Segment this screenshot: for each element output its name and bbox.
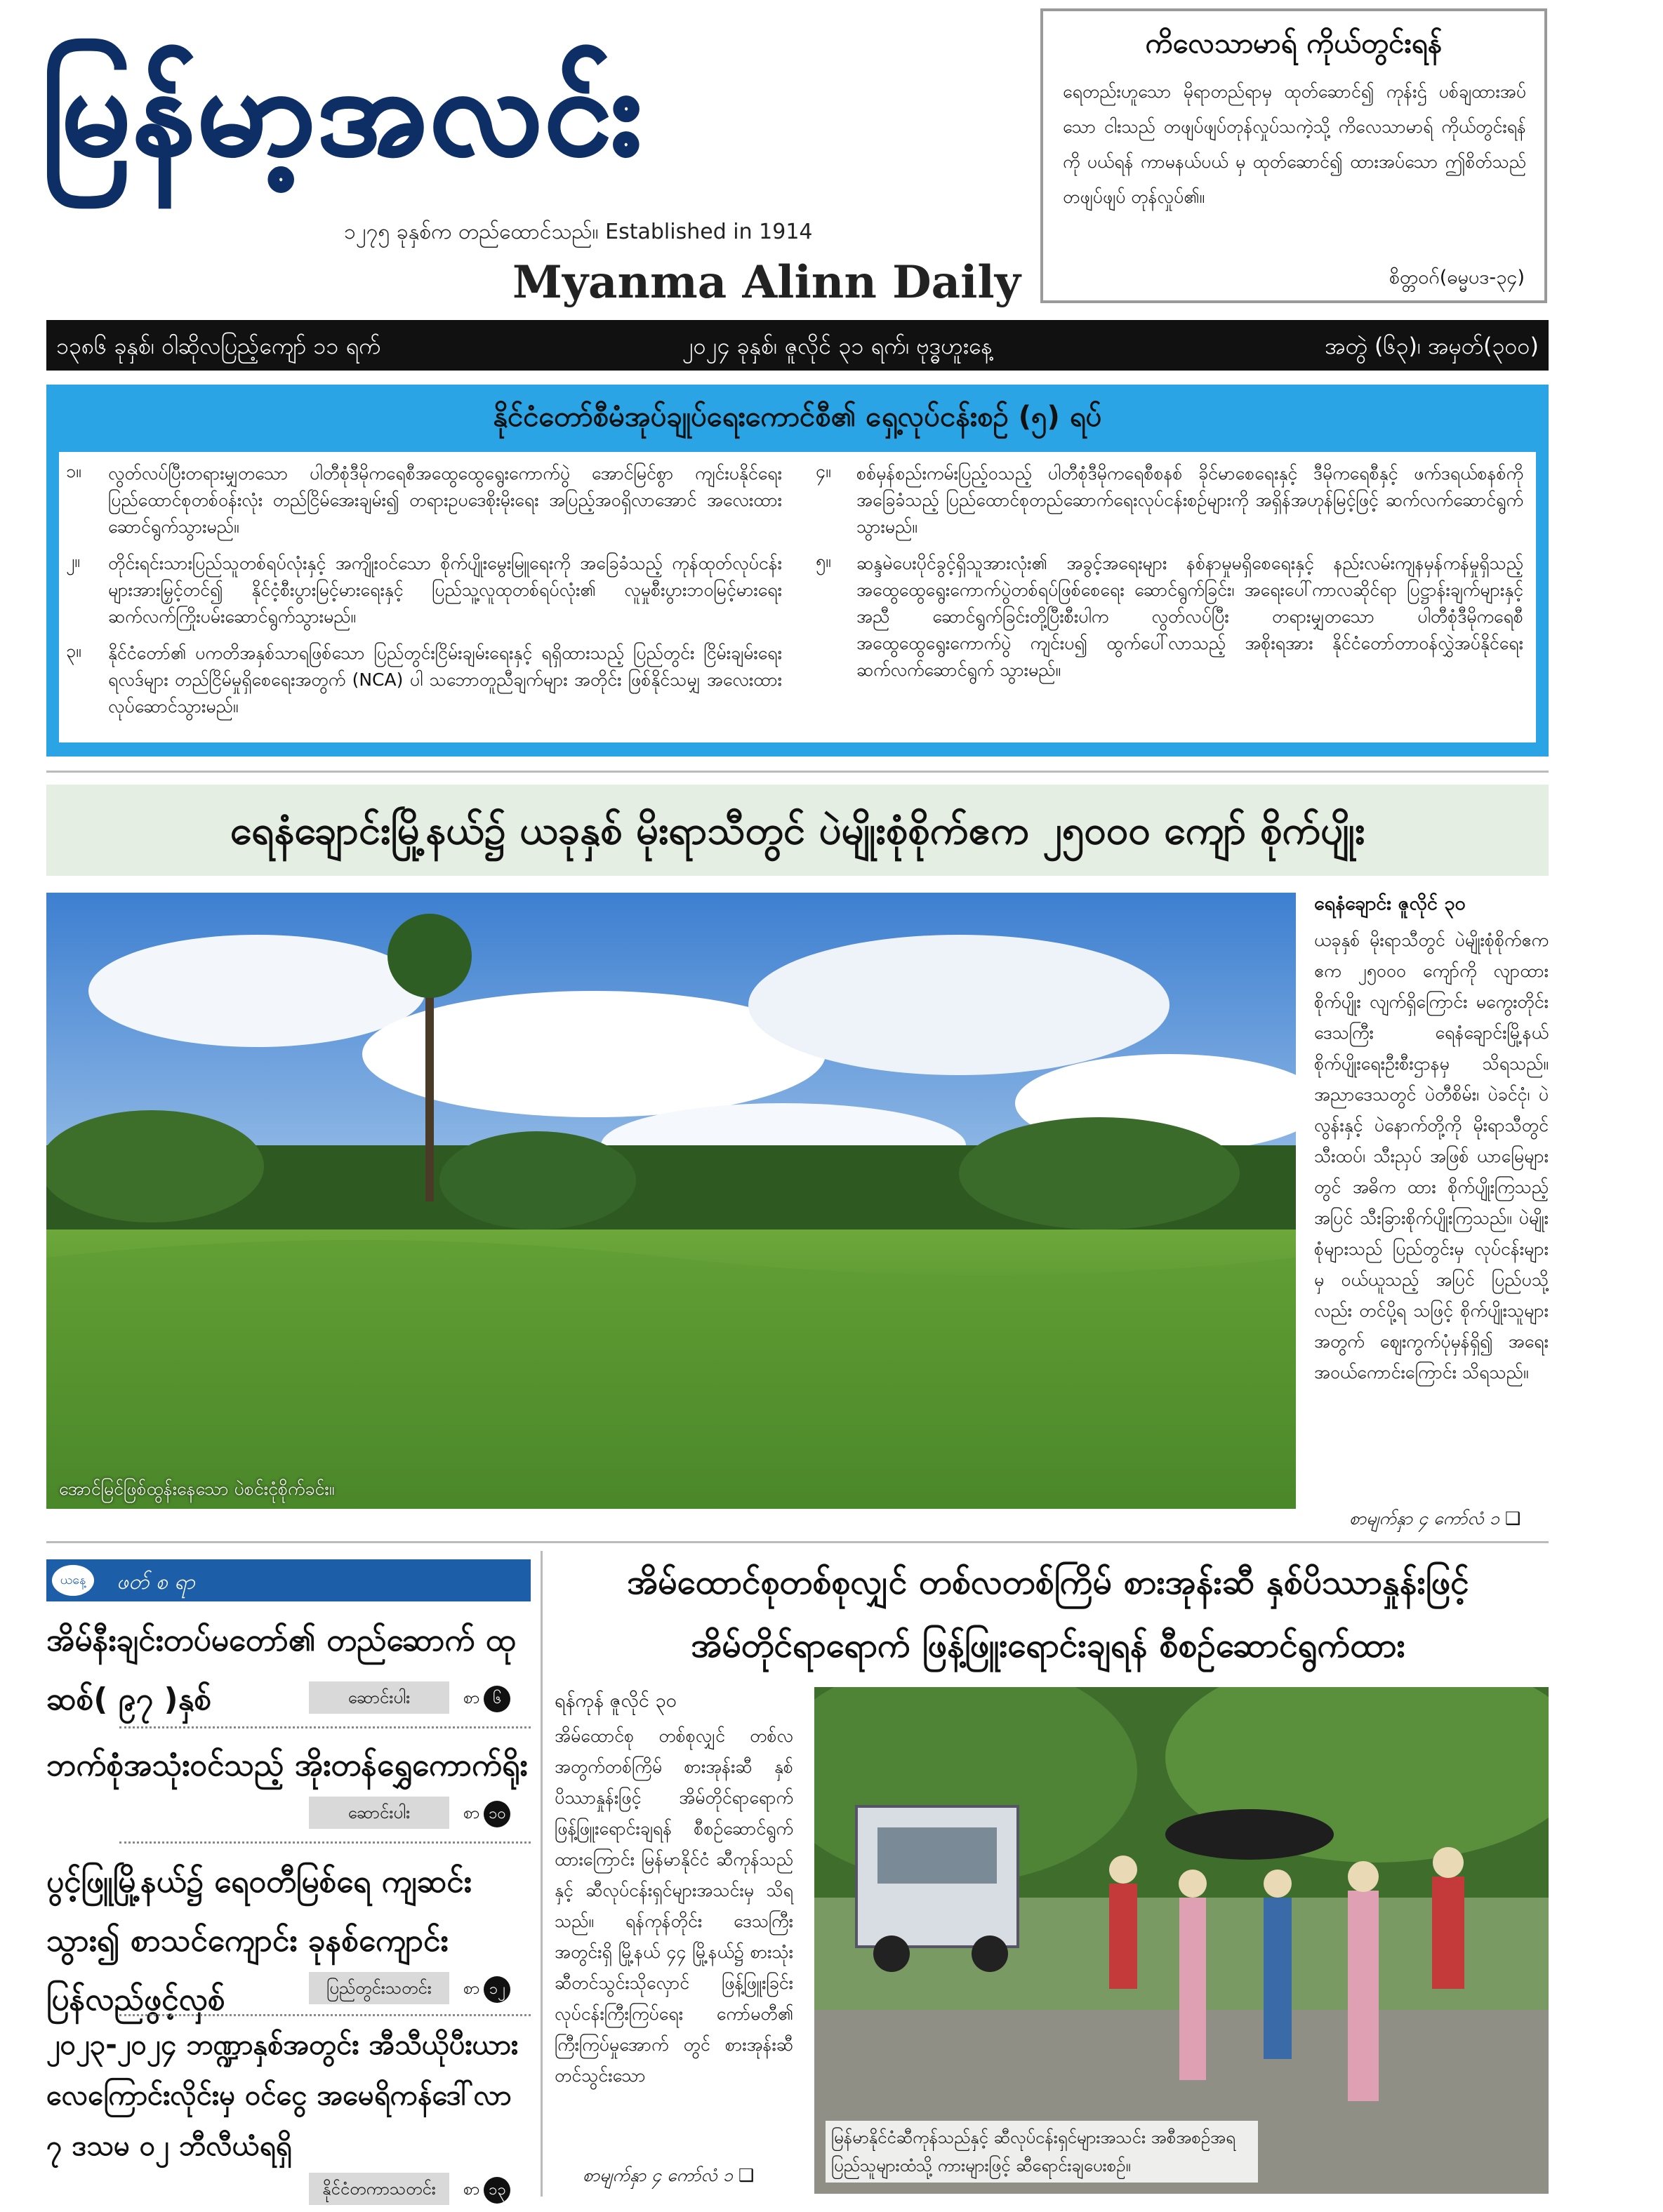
- bean-field-image: [46, 893, 1296, 1509]
- index-item-section: ပြည်တွင်းသတင်း: [309, 1972, 449, 2004]
- dotted-divider: [119, 1841, 531, 1844]
- page-label: စာ: [463, 1688, 480, 1707]
- objectives-list: [59, 452, 1536, 742]
- oil-distribution-photo: [814, 1687, 1549, 2194]
- dotted-divider: [119, 1726, 531, 1728]
- objective-number: ၃။: [66, 641, 81, 661]
- index-item-title[interactable]: အိမ်နီးချင်းတပ်မတော်၏ တည်ဆောက် ထုဆစ်( ၉၇ )နှစ်: [46, 1623, 516, 1717]
- objective-number: ၄။: [816, 461, 831, 481]
- story2-dateline: ရန်ကုန် ဇူလိုင် ၃၀: [555, 1690, 677, 1712]
- oil-distribution-image: [814, 1687, 1549, 2194]
- bean-field-photo: [46, 893, 1296, 1509]
- index-item-title[interactable]: ပွင့်ဖြူမြို့နယ်၌ ရေဝတီမြစ်ရေ ကျဆင်းသွား၍ စာသင်ကျောင်း ခုနစ်ကျောင်း ပြန်လည်ဖွင့်လှစ်: [46, 1864, 472, 2018]
- objective-text: လွတ်လပ်ပြီးတရားမျှတသော ပါတီစုံဒီမိုကရေစီအထွေထွေရွေးကောက်ပွဲ အောင်မြင်စွာ ကျင်းပနိုင်ရေး ပြည်ထောင်စုတစ်ဝန်းလုံး တည်ငြိမ်အေးချမ်း၍ တရားဥပဒေစိုးမိုးရေး အပြည့်အဝရှိလာအောင် အလေးထားဆောင်ရွက်သွားမည်။: [108, 463, 782, 537]
- objective-number: ၂။: [66, 551, 80, 571]
- index-item-title[interactable]: ဘက်စုံအသုံးဝင်သည့် အိုးတန်ရွှေကောက်ရိုး: [46, 1747, 528, 1783]
- index-item-section: နိုင်ငံတကာသတင်း: [309, 2173, 449, 2205]
- issue-number: အတွဲ (၆၃)၊ အမှတ်(၃၀၀): [1325, 333, 1539, 359]
- masthead: [42, 7, 1021, 309]
- masthead-english-name: Myanma Alinn Daily: [512, 256, 1021, 309]
- quote-title: ကိလေသာမာရ် ကိုယ်တွင်းရန်: [1145, 27, 1443, 60]
- objective-text: စစ်မှန်စည်းကမ်းပြည့်ဝသည့် ပါတီစုံဒီမိုကရေစီစနစ် ခိုင်မာစေရေးနှင့် ဒီမိုကရေစီနှင့် ဖက်ဒရယ်စနစ်ကိုအခြေခံသည့် ပြည်ထောင်စုတည်ဆောက်ရေးလုပ်ငန်းစဉ်များကို အရှိန်အဟုန်မြင့်ဖြင့် ဆက်လက်ဆောင်ရွက်သွားမည်။: [856, 463, 1523, 537]
- story1-dateline: ရေနံချောင်း ဇူလိုင် ၃၀: [1314, 893, 1466, 914]
- established-line: ၁၂၇၅ ခုနှစ်က တည်ထောင်သည်။ Established in 1914: [344, 220, 813, 244]
- index-item-page: [463, 2173, 548, 2205]
- index-header: [46, 1559, 531, 1601]
- objective-number: ၅။: [816, 551, 831, 571]
- quote-source: စိတ္တဝဂ်(ဓမ္မပဒ-၃၄): [1389, 267, 1525, 288]
- divider: [46, 1541, 1549, 1543]
- gregorian-date: ၂၀၂၄ ခုနှစ်၊ ဇူလိုင် ၃၁ ရက်၊ ဗုဒ္ဓဟူးနေ့: [682, 333, 993, 359]
- objective-text: ဆန္ဒမဲပေးပိုင်ခွင့်ရှိသူအားလုံး၏ အခွင့်အရေးများ နစ်နာမှုမရှိစေရေးနှင့် နည်းလမ်းကျနမှန်ကန်မှုရှိသည့် အထွေထွေရွေးကောက်ပွဲတစ်ရပ်ဖြစ်စေရေး ဆောင်ရွက်ခြင်း၊ အရေးပေါ်ကာလဆိုင်ရာ ပြဋ္ဌာန်းချက်များနှင့်အညီ ဆောင်ရွက်ခြင်းတို့ပြီးစီးပါက လွတ်လပ်ပြီး တရားမျှတသော ပါတီစုံဒီမိုကရေစီအထွေထွေရွေးကောက်ပွဲ ကျင်းပ၍ ထွက်ပေါ်လာသည့် အစိုးရအား နိုင်ငံတော်တာဝန်လွှဲအပ်နိုင်ရေး ဆက်လက်ဆောင်ရွက် သွားမည်။: [856, 553, 1523, 680]
- index-item-page: [463, 1972, 548, 2004]
- objective-number: ၁။: [66, 461, 81, 481]
- objectives-box: [46, 385, 1549, 757]
- objective-text: နိုင်ငံတော်၏ ပကတိအနှစ်သာရဖြစ်သော ပြည်တွင်းငြိမ်းချမ်းရေးနှင့် ရရှိထားသည့် ပြည်တွင်း ငြိမ်းချမ်းရေးရလဒ်များ တည်ငြိမ်မှုရှိစေရေးအတွက် (NCA) ပါ သဘောတူညီချက်များ အတိုင်း ဖြစ်နိုင်သမျှ အလေးထားလုပ်ဆောင်သွားမည်။: [108, 643, 782, 717]
- divider: [46, 771, 1549, 773]
- quote-box: [1040, 8, 1547, 303]
- index-label: ဖတ် စ ရာ: [117, 1570, 195, 1594]
- page-label: စာ: [463, 1978, 480, 1998]
- photo1-caption: အောင်မြင်ဖြစ်ထွန်းနေသော ပဲစင်းငုံစိုက်ခင်း။: [59, 1479, 335, 1499]
- photo2-caption: မြန်မာနိုင်ငံဆီကုန်သည်နှင့် ဆီလုပ်ငန်းရှင်များအသင်း အစီအစဉ်အရ ပြည်သူများထံသို့ ကားများဖြင့် ဆီရောင်းချပေးစဉ်။: [826, 2121, 1258, 2183]
- lunar-date: ၁၃၈၆ ခုနှစ်၊ ဝါဆိုလပြည့်ကျော် ၁၁ ရက်: [56, 333, 381, 359]
- page-number: ၁၃: [484, 2177, 510, 2204]
- story1-headline-bar: [46, 785, 1549, 876]
- story1-continuation: စာမျက်နှာ ၄ ကော်လံ ၁ ❑: [1349, 1508, 1521, 1528]
- story2-headline: အိမ်ထောင်စုတစ်စုလျှင် တစ်လတစ်ကြိမ် စားအုန်းဆီ နှစ်ပိဿာနှုန်းဖြင့် အိမ်တိုင်ရာရောက် ဖြန့်ဖြူးရောင်းချရန် စီစဉ်ဆောင်ရွက်ထား: [627, 1563, 1469, 1665]
- page-number: ၆: [484, 1686, 510, 1712]
- index-item-page: [463, 1797, 548, 1829]
- story2-continuation: စာမျက်နှာ ၄ ကော်လံ ၁ ❑: [583, 2165, 755, 2185]
- index-item-section: ဆောင်းပါး: [309, 1681, 449, 1714]
- story2-body: အိမ်ထောင်စု တစ်စုလျှင် တစ်လအတွက်တစ်ကြိမ် စားအုန်းဆီ နှစ်ပိဿာနှုန်းဖြင့် အိမ်တိုင်ရာရောက် ဖြန့်ဖြူးရောင်းချရန် စီစဉ်ဆောင်ရွက်ထားကြောင်း မြန်မာနိုင်ငံ ဆီကုန်သည်နှင့် ဆီလုပ်ငန်းရှင်များအသင်းမှ သိရသည်။ ရန်ကုန်တိုင်း ဒေသကြီး အတွင်းရှိ မြို့နယ် ၄၄ မြို့နယ်၌ စားသုံးဆီတင်သွင်းသိုလှောင် ဖြန့်ဖြူးခြင်းလုပ်ငန်းကြီးကြပ်ရေး ကော်မတီ၏ ကြီးကြပ်မှုအောက် တွင် စားအုန်းဆီတင်သွင်းသော: [555, 1726, 793, 2086]
- date-bar: [46, 320, 1549, 371]
- quote-body: ရေတည်းဟူသော မိုရာတည်ရာမှ ထုတ်ဆောင်၍ ကုန်းဌ် ပစ်ချထားအပ်သော ငါးသည် တဖျပ်ဖျပ်တုန်လှုပ်သကဲ့သို့ ကိလေသာမာရ် ကိုယ်တွင်းရန်ကို ပယ်ရန် ကာမနယ်ပယ် မှ ထုတ်ဆောင်၍ ထားအပ်သော ဤစိတ်သည် တဖျပ်ဖျပ် တုန်လှုပ်၏။: [1063, 81, 1526, 207]
- dotted-divider: [119, 2014, 531, 2016]
- page-label: စာ: [463, 1803, 480, 1823]
- column-divider: [541, 1551, 543, 2197]
- objectives-title: နိုင်ငံတော်စီမံအုပ်ချုပ်ရေးကောင်စီ၏ ရှေ့လုပ်ငန်းစဉ် (၅) ရပ်: [493, 401, 1102, 433]
- objective-text: တိုင်းရင်းသားပြည်သူတစ်ရပ်လုံးနှင့် အကျိုးဝင်သော စိုက်ပျိုးမွေးမြူရေးကို အခြေခံသည့် ကုန်ထုတ်လုပ်ငန်းများအားမြှင့်တင်၍ နိုင်ငံ့စီးပွားမြင့်မားရေးနှင့် ပြည်သူ့လူထုတစ်ရပ်လုံး၏ လူမှုစီးပွားဘဝမြင့်မားရေး ဆက်လက်ကြိုးပမ်းဆောင်ရွက်သွားမည်။: [108, 553, 782, 627]
- story1-body: ယခုနှစ် မိုးရာသီတွင် ပဲမျိုးစုံစိုက်ဧက ဧက ၂၅၀၀၀ ကျော်ကို လျာထားစိုက်ပျိုး လျက်ရှိကြောင်း မကွေးတိုင်းဒေသကြီး ရေနံချောင်းမြို့နယ် စိုက်ပျိုးရေးဦးစီးဌာနမှ သိရသည်။ အညာဒေသတွင် ပဲတီစိမ်း၊ ပဲခင်ငုံ၊ ပဲလွန်းနှင့် ပဲနောက်တို့ကို မိုးရာသီတွင် သီးထပ်၊ သီးညှပ် အဖြစ် ယာမြေများတွင် အဓိက ထား စိုက်ပျိုးကြသည့်အပြင် သီးခြားစိုက်ပျိုးကြသည်။ ပဲမျိုးစုံများသည် ပြည်တွင်းမှ လုပ်ငန်းများမှ ဝယ်ယူသည့် အပြင် ပြည်ပသို့လည်း တင်ပို့ရ သဖြင့် စိုက်ပျိုးသူများအတွက် ဈေးကွက်ပုံမှန်ရှိ၍ အရေး အဝယ်ကောင်းကြောင်း သိရသည်။: [1314, 930, 1549, 1382]
- story1-headline: ရေနံချောင်းမြို့နယ်၌ ယခုနှစ် မိုးရာသီတွင် ပဲမျိုးစုံစိုက်ဧက ၂၅၀၀၀ ကျော် စိုက်ပျိုး: [230, 808, 1365, 853]
- page-number: ၁၀: [484, 1801, 510, 1827]
- masthead-title: မြန်မာ့အလင်း: [42, 43, 644, 182]
- index-item-title[interactable]: ၂၀၂၃-၂၀၂၄ ဘဏ္ဍာနှစ်အတွင်း အီသီယိုပီးယား လေကြောင်းလိုင်းမှ ဝင်ငွေ အမေရိကန်ဒေါ်လာ ၇ ဒသမ ဝ၂ ဘီလီယံရရှိ: [46, 2029, 519, 2162]
- page-number: ၁၂: [484, 1976, 510, 2003]
- index-item-page: [463, 1681, 548, 1714]
- page-label: စာ: [463, 2179, 480, 2199]
- index-item-section: ဆောင်းပါး: [309, 1797, 449, 1829]
- index-logo: ယနေ့: [52, 1565, 94, 1596]
